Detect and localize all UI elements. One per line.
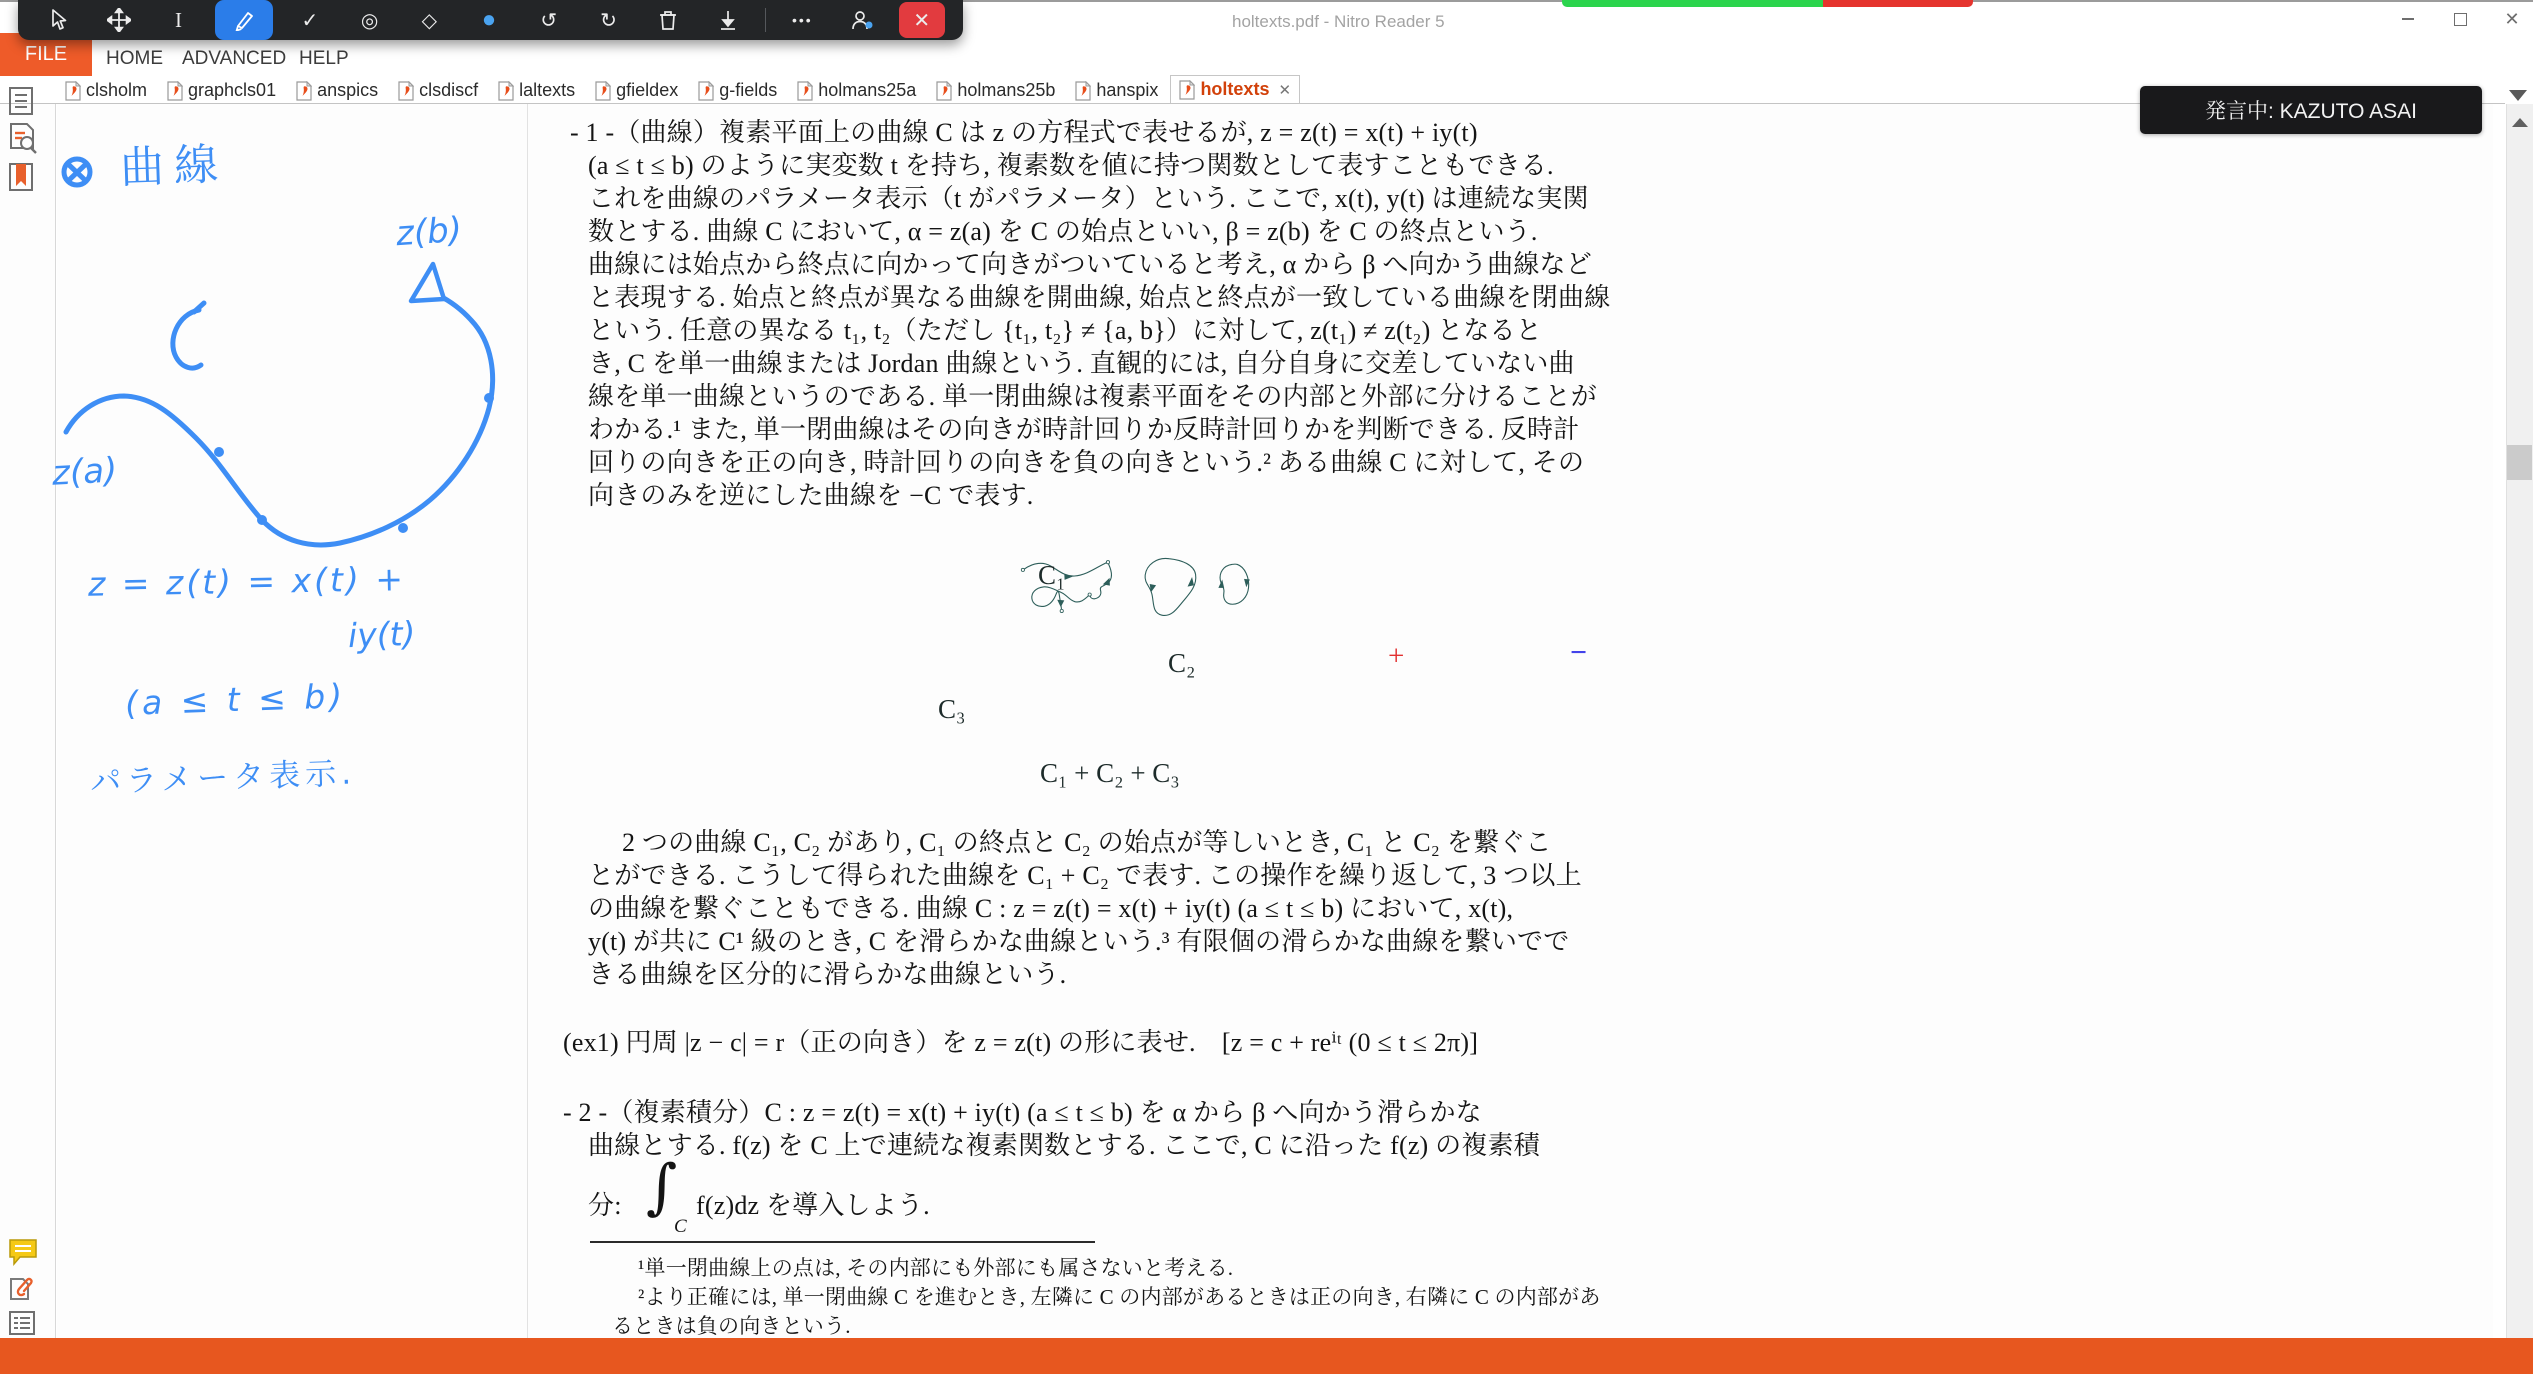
body-line: - 1 -（曲線）複素平面上の曲線 C は z の方程式で表せるが, z = z(t) = x(t) + iy(t) (570, 118, 1478, 147)
ink-letter-c-hook (194, 303, 204, 312)
color-swatch-icon[interactable]: ● (481, 6, 497, 33)
arrowhead (1057, 600, 1064, 607)
ink-curve-dot (398, 523, 408, 533)
share-indicator-green-segment[interactable] (1562, 0, 1823, 7)
body-line: 曲線には始点から終点に向かって向きがついていると考え, α から β へ向かう曲線など (588, 250, 1592, 279)
scroll-up-arrow-icon[interactable] (2512, 118, 2528, 127)
annotation-toolbar (18, 0, 963, 40)
close-annotation-toolbar-button[interactable]: ✕ (899, 2, 945, 38)
laser-pointer-icon[interactable]: ◎ (360, 9, 379, 32)
curve-endpoint (1088, 593, 1091, 596)
more-options-icon[interactable]: ••• (791, 12, 813, 28)
arrowhead (1218, 580, 1224, 588)
text-tool-icon[interactable]: I (174, 7, 182, 32)
tab-overflow-chevron-icon[interactable] (2509, 90, 2527, 101)
maximize-button[interactable] (2449, 8, 2471, 30)
body-line: という. 任意の異なる t₁, t₂（ただし {t₁, t₂} ≠ {a, b}）に対して, z(t₁) ≠ z(t₂) となると (588, 316, 1542, 345)
speaker-badge-text: 発言中: KAZUTO ASAI (2205, 100, 2417, 123)
ink-letter-c (173, 310, 201, 368)
status-bar (0, 1338, 2533, 1374)
pdf-file-icon (595, 81, 611, 101)
ink-range-text: (a ≤ t ≤ b) (124, 676, 347, 723)
integral-subscript: C (674, 1216, 687, 1237)
pdf-file-icon (1075, 81, 1091, 101)
footnote-line: るときは負の向きという. (612, 1314, 851, 1338)
body-line: わかる.¹ また, 単一閉曲線はその向きが時計回りか反時計回りかを判断できる. 反時計 (588, 415, 1580, 444)
body-line: 向きのみを逆にした曲線を −C で表す. (588, 481, 1034, 510)
tab-close-icon[interactable]: ✕ (1278, 81, 1292, 99)
window-controls (2397, 8, 2523, 30)
footnote-line: ²より正確には, 単一閉曲線 C を進むとき, 左隣に C の内部があるときは正の向き, 右隣に C の内部があ (638, 1285, 1601, 1309)
share-indicator-red-segment[interactable] (1823, 0, 1973, 7)
pdf-file-icon (797, 81, 813, 101)
ink-label-zb: z(b) (394, 209, 464, 255)
tab-g-fields[interactable]: g-fields (690, 77, 785, 104)
scrollbar-thumb[interactable] (2507, 445, 2532, 480)
pointer-tool-icon[interactable] (36, 0, 82, 40)
tab-clsholm[interactable]: clsholm (57, 77, 155, 104)
presenter-icon[interactable] (839, 0, 885, 40)
check-tool-icon[interactable]: ✓ (301, 9, 319, 32)
tab-gfieldex[interactable]: gfieldex (587, 77, 686, 104)
integral-rest: f(z)dz を導入しよう. (696, 1191, 930, 1220)
figure-caption: C₁ + C₂ + C₃ (1040, 758, 1180, 788)
ink-equation-line1: z = z(t) = x(t) + (87, 559, 407, 604)
trash-icon[interactable] (645, 0, 691, 40)
tab-laltexts[interactable]: laltexts (490, 77, 583, 104)
advanced-menu-item[interactable]: ADVANCED (182, 48, 287, 69)
body-line: 回りの向きを正の向き, 時計回りの向きを負の向きという.² ある曲線 C に対して, その (588, 448, 1585, 477)
arrowhead (1188, 577, 1194, 587)
pdf-file-icon (1179, 80, 1195, 100)
ink-circled-mark-x (68, 164, 86, 181)
body-line: 数とする. 曲線 C において, α = z(a) を C の始点といい, β = z(b) を C の終点という. (588, 217, 1538, 246)
figure-label-c2: C₂ (1168, 648, 1196, 678)
list-panel-icon[interactable] (8, 1310, 36, 1341)
body-line: y(t) が共に C¹ 級のとき, C を滑らかな曲線という.³ 有限個の滑らかな曲線を繋いでで (588, 927, 1570, 956)
ink-curve-dot (484, 393, 494, 403)
ink-parameter-text: パラメータ表示. (89, 755, 357, 801)
ink-curve-dot (257, 515, 267, 525)
window-title: holtexts.pdf - Nitro Reader 5 (1232, 12, 1445, 31)
save-download-icon[interactable] (705, 0, 751, 40)
ink-curve-dot (214, 447, 224, 457)
curve-endpoint (1106, 561, 1109, 564)
eraser-tool-icon[interactable]: ◇ (421, 9, 437, 32)
ink-equation-line2: iy(t) (347, 613, 417, 656)
vertical-scrollbar[interactable] (2506, 104, 2533, 1338)
figure-minus-orientation: − (1570, 636, 1588, 669)
figure-plus-orientation: + (1388, 640, 1405, 672)
ink-label-za: z(a) (50, 450, 119, 494)
curves-figure (880, 550, 1680, 810)
minimize-icon (2402, 18, 2414, 20)
body-line: これを曲線のパラメータ表示（t がパラメータ）という. ここで, x(t), y(t) は連続な実関 (588, 184, 1589, 213)
move-tool-icon[interactable] (96, 0, 142, 40)
figure-label-c3: C₃ (938, 694, 966, 724)
maximize-icon (2454, 13, 2467, 26)
tab-holtexts-active[interactable]: holtexts ✕ (1170, 75, 1300, 104)
footnote-line: ¹単一閉曲線上の点は, その内部にも外部にも属さないと考える. (638, 1256, 1234, 1280)
pdf-file-icon (698, 81, 714, 101)
tab-graphcls01[interactable]: graphcls01 (159, 77, 284, 104)
tab-hanspix[interactable]: hanspix (1067, 77, 1166, 104)
undo-icon[interactable]: ↺ (540, 9, 558, 32)
ink-curve (66, 295, 493, 545)
example-line: (ex1) 円周 |z − c| = r（正の向き）を z = z(t) の形に表せ. [z = c + reⁱᵗ (0 ≤ t ≤ 2π)] (563, 1028, 1479, 1057)
ink-annotation-layer (0, 0, 560, 860)
comments-panel-icon[interactable] (8, 1238, 38, 1271)
pdf-file-icon (936, 81, 952, 101)
curve-endpoint (1021, 568, 1024, 571)
body-line: き, C を単一曲線または Jordan 曲線という. 直観的には, 自分自身に交差していない曲 (588, 349, 1575, 378)
tab-clsdiscf[interactable]: clsdiscf (390, 77, 486, 104)
integral-sign: ∫ (646, 1152, 678, 1222)
body-line: の曲線を繋ぐこともできる. 曲線 C : z = z(t) = x(t) + iy(t) (a ≤ t ≤ b) において, x(t), (588, 894, 1514, 923)
toolbar-divider (765, 8, 766, 32)
help-menu-item[interactable]: HELP (299, 48, 349, 69)
body-line: 曲線とする. f(z) を C 上で連続な複素関数とする. ここで, C に沿った f(z) の複素積 (588, 1131, 1540, 1160)
body-line: - 2 -（複素積分）C : z = z(t) = x(t) + iy(t) (a ≤ t ≤ b) を α から β へ向かう滑らかな (563, 1098, 1482, 1127)
ink-heading-text: 曲線 (119, 139, 230, 194)
curve-endpoint (1060, 609, 1063, 612)
body-line: と表現する. 始点と終点が異なる曲線を開曲線, 始点と終点が一致している曲線を閉曲線 (588, 283, 1611, 312)
attachments-panel-icon[interactable] (8, 1274, 40, 1309)
home-menu-item[interactable]: HOME (106, 48, 163, 69)
file-menu-button[interactable]: FILE (0, 33, 92, 76)
arrowhead (1103, 578, 1110, 586)
figure-label-c1: C₁ (1038, 560, 1066, 590)
close-window-button[interactable]: ✕ (2504, 8, 2520, 29)
body-line: (a ≤ t ≤ b) のように実変数 t を持ち, 複素数を値に持つ関数として表すこともできる. (588, 151, 1554, 180)
minimize-button[interactable] (2397, 8, 2419, 30)
body-line: 線を単一曲線というのである. 単一閉曲線は複素平面をその内部と外部に分けることが (588, 382, 1598, 411)
tab-holmans25b[interactable]: holmans25b (928, 77, 1063, 104)
integral-prefix: 分: (588, 1191, 622, 1220)
ink-arrowhead (411, 264, 444, 301)
redo-icon[interactable]: ↻ (600, 9, 617, 32)
body-line: とができる. こうして得られた曲線を C₁ + C₂ で表す. この操作を繰り返して, 3 つ以上 (588, 861, 1582, 890)
speaker-badge (2140, 86, 2482, 134)
body-line: きる曲線を区分的に滑らかな曲線という. (588, 960, 1067, 989)
tab-anspics[interactable]: anspics (288, 77, 386, 104)
pen-tool-icon[interactable] (215, 0, 273, 40)
screen-share-indicator[interactable] (1562, 0, 1973, 7)
footnote-rule (590, 1241, 1095, 1243)
tab-holmans25a[interactable]: holmans25a (789, 77, 924, 104)
negative-closed-curve (1220, 564, 1249, 604)
body-line: 2 つの曲線 C₁, C₂ があり, C₁ の終点と C₂ の始点が等しいとき, C₁ と C₂ を繋ぐこ (622, 828, 1552, 857)
